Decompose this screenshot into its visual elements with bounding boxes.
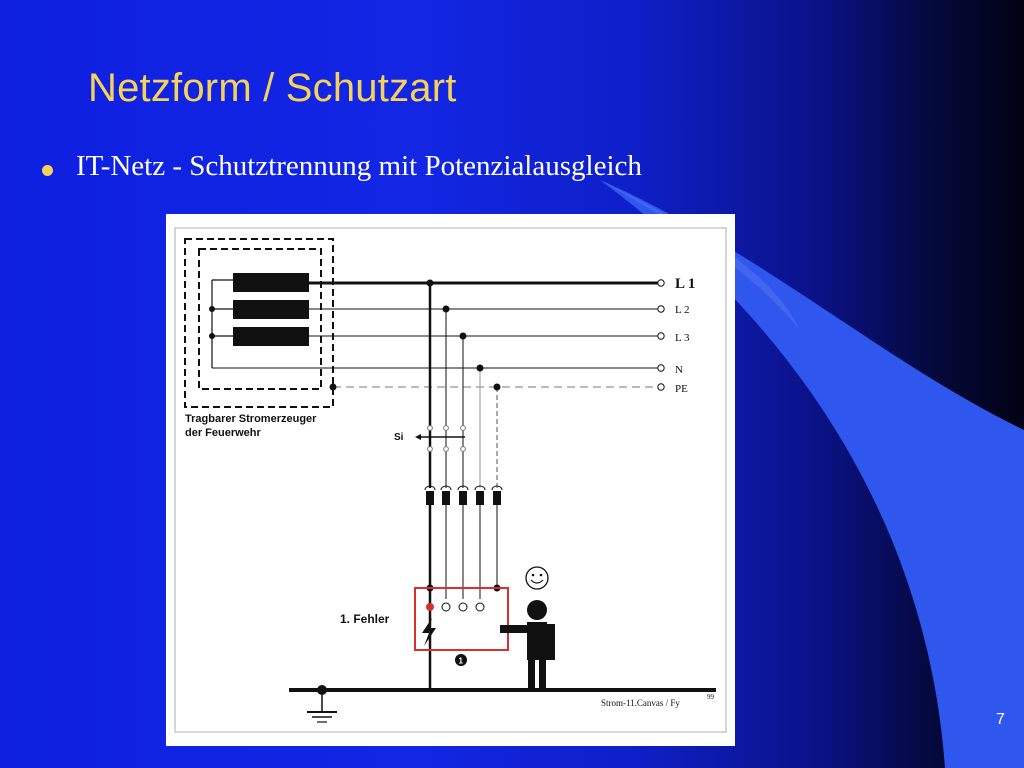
winding-1 (233, 273, 309, 292)
circuit-diagram (166, 214, 735, 746)
fault-label: 1. Fehler (340, 612, 390, 626)
it-network-diagram (166, 214, 735, 746)
bullet-marker (42, 165, 53, 176)
smiley-icon (526, 567, 548, 589)
slide-title: Netzform / Schutzart (88, 66, 457, 110)
generator-label-line1: Tragbarer Stromerzeuger (185, 413, 317, 425)
generator-box-outer (185, 239, 333, 407)
bullet-text: IT-Netz - Schutztrennung mit Potenzialausgleich (76, 150, 642, 182)
label-l3: L 3 (675, 332, 690, 344)
label-pe: PE (675, 383, 688, 395)
winding-2 (233, 300, 309, 319)
label-l1: L 1 (675, 276, 696, 292)
switch-label: Si (394, 432, 404, 443)
credit-superscript: 99 (707, 693, 714, 701)
winding-3 (233, 327, 309, 346)
credit-text: Strom-11.Canvas / Fy (601, 698, 680, 708)
label-l2: L 2 (675, 304, 690, 316)
plug-connectors (426, 491, 501, 505)
page-number: 7 (996, 711, 1005, 728)
label-n: N (675, 364, 683, 376)
generator-label-line2: der Feuerwehr (185, 427, 261, 439)
fault-number: 1 (458, 656, 463, 666)
